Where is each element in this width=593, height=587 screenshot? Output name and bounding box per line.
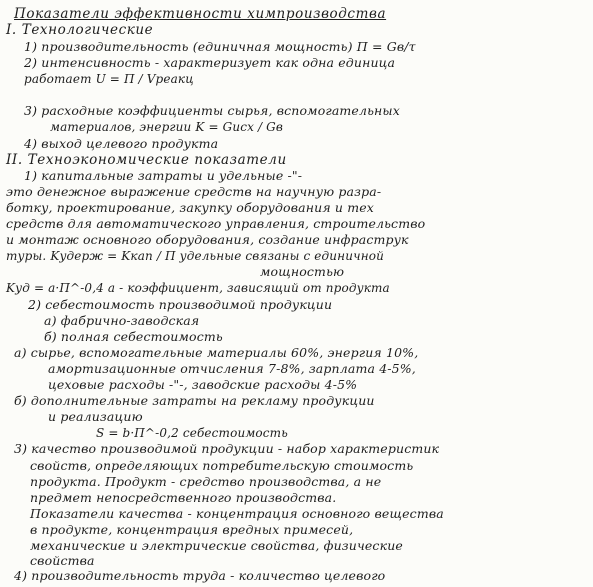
line-text: S = b·П^-0,2 себестоимость: [96, 426, 288, 440]
line-text: работает U = П / Vреакц: [24, 72, 194, 86]
line-text: 3) качество производимой продукции - набор характеристик: [14, 441, 440, 456]
line-text: и реализацию: [48, 409, 143, 424]
line-text: механические и электрические свойства, физические: [30, 538, 403, 553]
line-text: мощностью: [260, 264, 345, 279]
line-text: материалов, энергии K = Gисх / Gв: [50, 120, 284, 134]
line-text: а) фабрично-заводская: [44, 313, 200, 328]
line-text: в продукте, концентрация вредных примесей,: [30, 522, 354, 537]
line-text: ботку, проектирование, закупку оборудования и тех: [6, 200, 374, 215]
line-text: Показатели эффективности химпроизводства: [14, 6, 387, 22]
line-text: II. Техноэкономические показатели: [6, 152, 287, 168]
line-text: б) полная себестоимость: [44, 329, 223, 344]
line-text: 4) производительность труда - количество целевого: [14, 568, 386, 583]
line-text: Показатели качества - концентрация основного вещества: [30, 506, 444, 521]
line-text: и монтаж основного оборудования, создание инфраструк: [6, 232, 409, 247]
line-text: 1) капитальные затраты и удельные -"-: [24, 168, 303, 183]
line-text: I. Технологические: [6, 22, 154, 38]
line-text: 2) интенсивность - характеризует как одна единица: [24, 55, 396, 70]
line-text: 2) себестоимость производимой продукции: [28, 297, 333, 312]
line-text: цеховые расходы -"-, заводские расходы 4-5%: [48, 377, 358, 392]
line-text: а) сырье, вспомогательные материалы 60%, энергия 10%,: [14, 345, 419, 360]
line-text: свойств, определяющих потребительскую стоимость: [30, 458, 414, 473]
note-line: [0, 565, 593, 587]
line-text: 1) производительность (единичная мощность) П = Gв/τ: [24, 39, 416, 54]
line-text: средств для автоматического управления, строительство: [6, 216, 426, 231]
line-text: туры. Kудерж = Kкап / П удельные связаны с единичной: [6, 249, 385, 263]
line-text: предмет непосредственного производства.: [30, 490, 337, 505]
line-text: Kуд = a·П^-0,4 a - коэффициент, зависящий от продукта: [6, 281, 390, 295]
line-text: продукта. Продукт - средство производства, а не: [30, 474, 382, 489]
line-text: это денежное выражение средств на научную разра-: [6, 184, 382, 199]
line-text: амортизационные отчисления 7-8%, зарплата 4-5%,: [48, 361, 416, 376]
line-text: 4) выход целевого продукта: [24, 136, 219, 151]
line-text: свойства: [30, 553, 95, 568]
line-text: б) дополнительные затраты на рекламу продукции: [14, 393, 375, 408]
line-text: 3) расходные коэффициенты сырья, вспомогательных: [24, 103, 400, 118]
